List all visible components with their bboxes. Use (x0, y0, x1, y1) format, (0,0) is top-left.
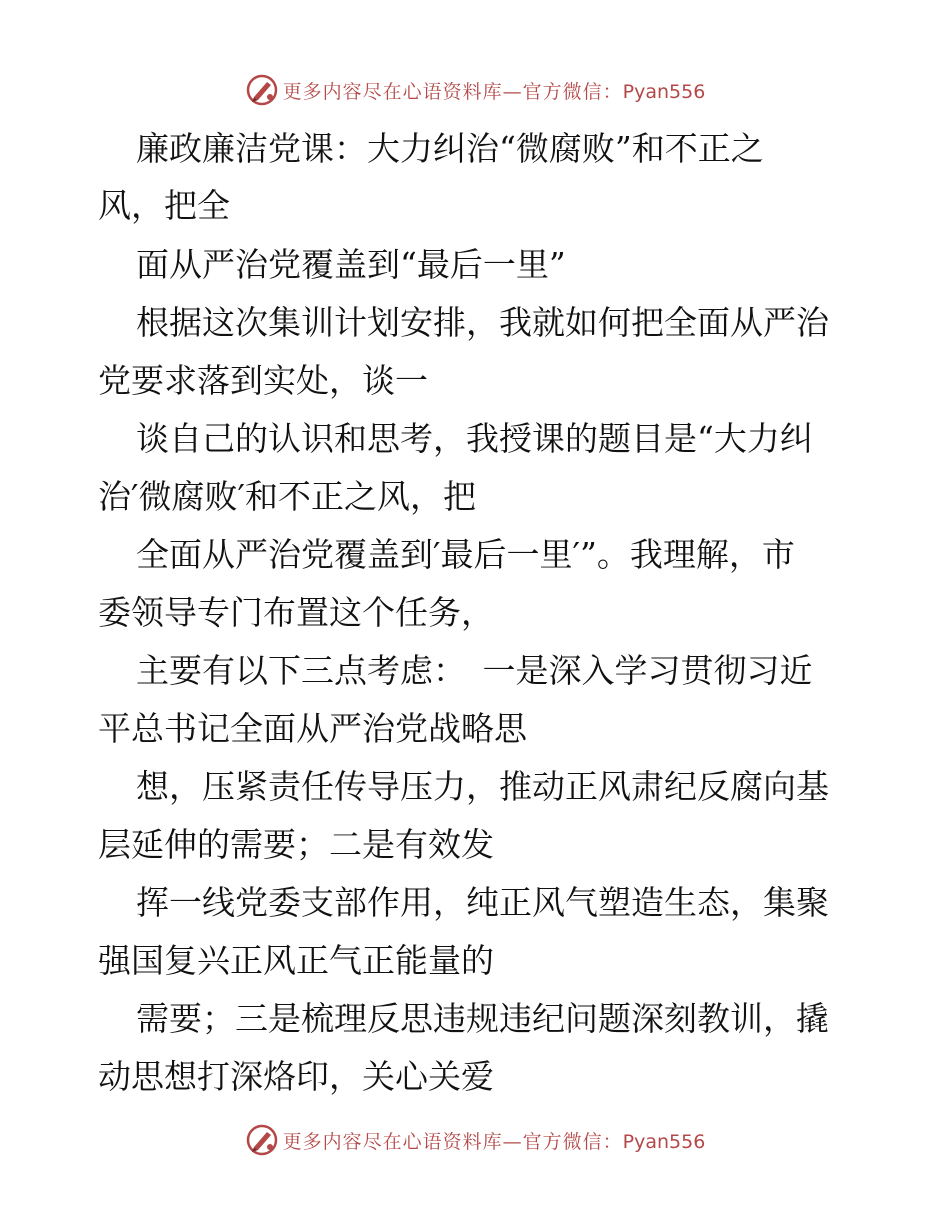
text-line: 平总书记全面从严治党战略思 (98, 709, 527, 748)
text-line: 主要有以下三点考虑： 一是深入学习贯彻习近 (136, 651, 813, 690)
text-line: 需要；三是梳理反思违规违纪问题深刻教训，撬 (136, 999, 829, 1038)
text-line: 廉政廉洁党课：大力纠治“微腐败”和不正之 (136, 129, 764, 168)
text-line: 委领导专门布置这个任务， (98, 593, 494, 632)
watermark-wechat-id: Pyan556 (622, 1130, 706, 1153)
text-line: 党要求落到实处，谈一 (98, 361, 428, 400)
text-line: 谈自己的认识和思考，我授课的题目是“大力纠 (136, 419, 813, 458)
text-line: 治′微腐败′和不正之风，把 (98, 477, 476, 516)
watermark-text: 更多内容尽在心语资料库—官方微信：Pyan556 (282, 80, 706, 103)
text-line: 层延伸的需要；二是有效发 (98, 825, 494, 864)
text-line: 根据这次集训计划安排，我就如何把全面从严治 (136, 303, 829, 342)
watermark-wechat-id: Pyan556 (622, 80, 706, 103)
text-line: 风，把全 (98, 186, 230, 225)
header-watermark (0, 70, 950, 110)
text-line: 挥一线党委支部作用，纯正风气塑造生态，集聚 (136, 883, 829, 922)
pen-logo-icon (245, 73, 279, 107)
pen-logo-icon (245, 1123, 279, 1157)
text-line: 动思想打深烙印，关心关爱 (98, 1057, 494, 1096)
watermark-text: 更多内容尽在心语资料库—官方微信：Pyan556 (282, 1130, 706, 1153)
text-line: 想，压紧责任传导压力，推动正风肃纪反腐向基 (136, 767, 829, 806)
footer-watermark (0, 1120, 950, 1160)
text-line: 全面从严治党覆盖到′最后一里′”。我理解，市 (136, 535, 795, 574)
text-line: 面从严治党覆盖到“最后一里” (136, 245, 566, 284)
text-line: 强国复兴正风正气正能量的 (98, 941, 494, 980)
